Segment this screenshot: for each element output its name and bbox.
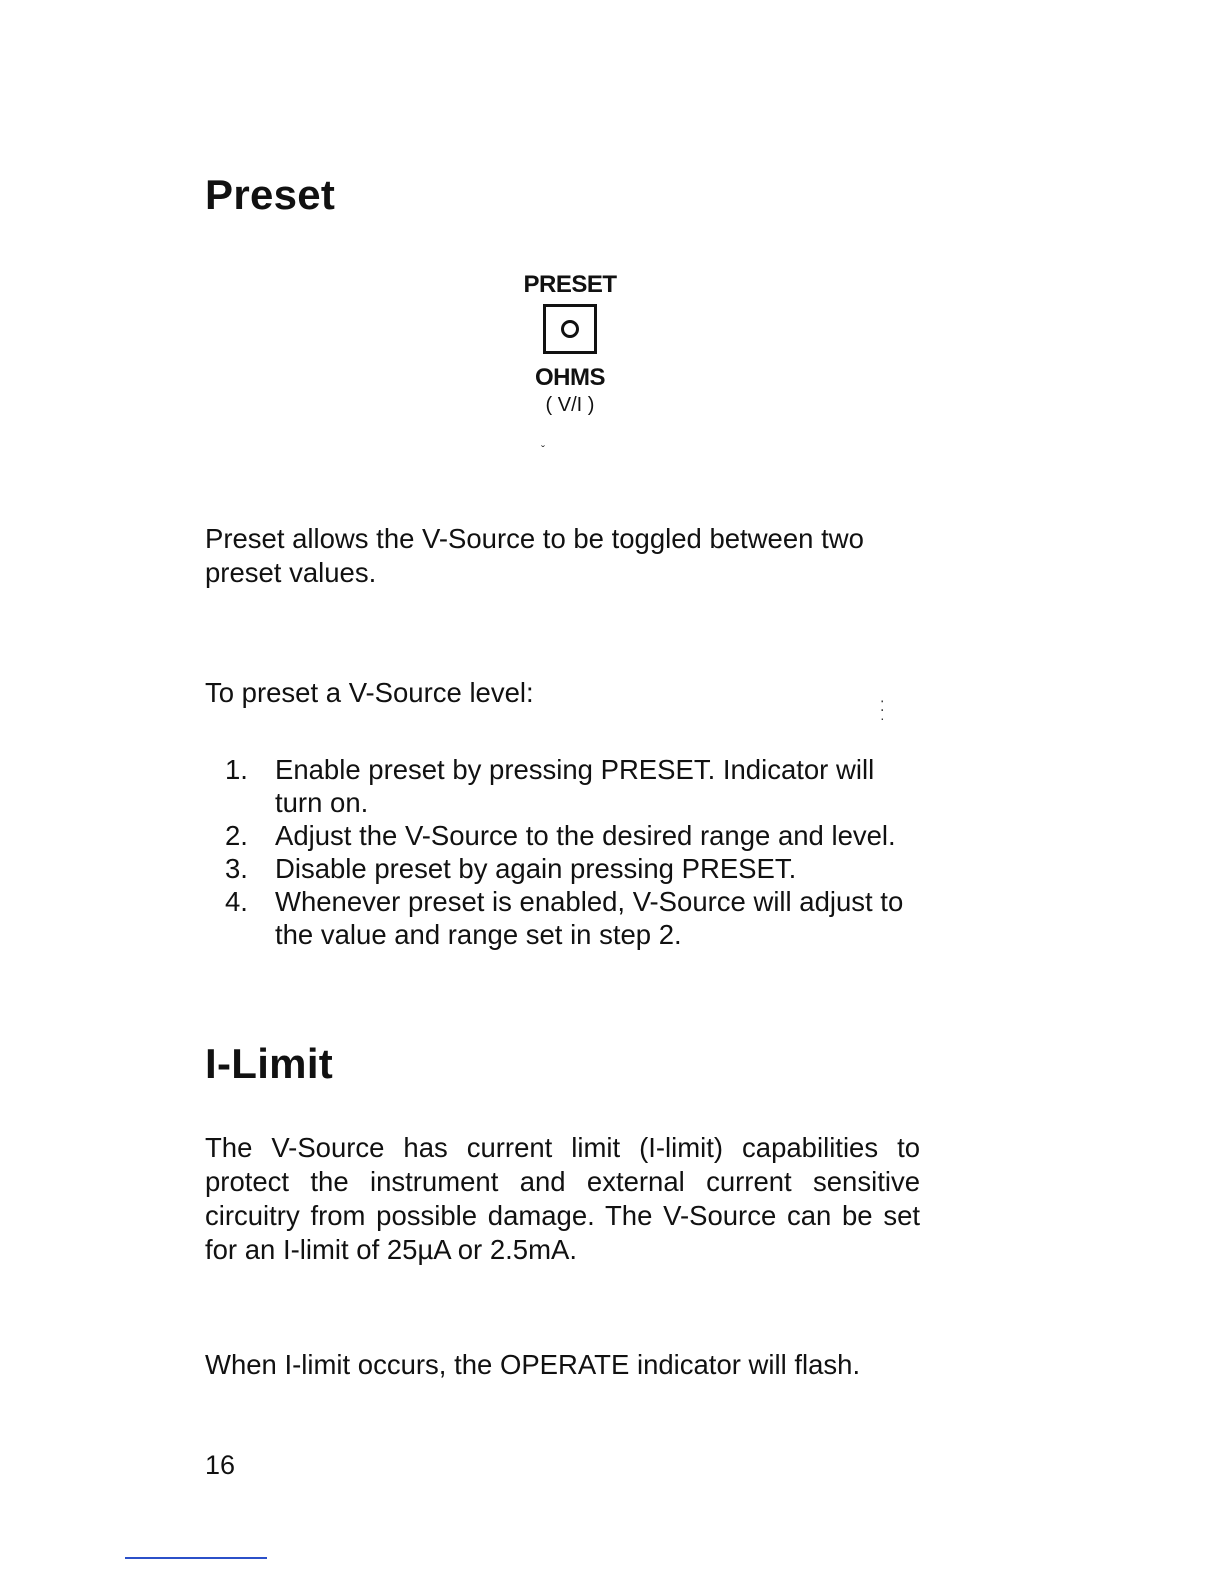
preset-steps-list [205,753,920,951]
step-number: 3. [225,853,248,884]
preset-heading: Preset [205,171,336,218]
ilimit-flash-note: When I-limit occurs, the OPERATE indicator will flash. [205,1349,861,1380]
list-item [205,852,920,885]
footer-rule [125,1557,267,1559]
list-item [205,819,920,852]
step-text: Disable preset by again pressing PRESET. [275,853,797,884]
preset-key-diagram [510,270,630,418]
step-number: 1. [225,754,248,785]
page-number: 16 [205,1450,236,1480]
scan-artifact-dots: ⁚ · [880,698,885,726]
step-text: Adjust the V-Source to the desired range and level. [275,820,896,851]
preset-key-sub-label: ( V/I ) [545,394,595,416]
indicator-led-icon [561,320,579,338]
step-number: 4. [225,886,248,917]
ilimit-heading: I-Limit [205,1040,334,1087]
preset-intro: To preset a V-Source level: [205,677,534,708]
preset-description: Preset allows the V-Source to be toggled between two preset values. [205,523,864,588]
list-item [205,753,920,819]
list-item [205,885,920,951]
scan-artifact-mark: ˇ [541,443,545,457]
preset-key-bottom-label: OHMS [535,364,605,391]
step-number: 2. [225,820,248,851]
step-text: Whenever preset is enabled, V-Source will adjust to the value and range set in step 2. [275,886,904,950]
preset-key-top-label: PRESET [523,271,617,298]
step-text: Enable preset by pressing PRESET. Indicator will turn on. [275,754,875,818]
preset-key-button [543,304,597,354]
ilimit-description: The V-Source has current limit (I-limit) capabilities to protect the instrument and external current sensitive circuitry from possible damage. The V-Source can be set for an I-limit of 25µA or 2.5mA. [205,1132,920,1265]
